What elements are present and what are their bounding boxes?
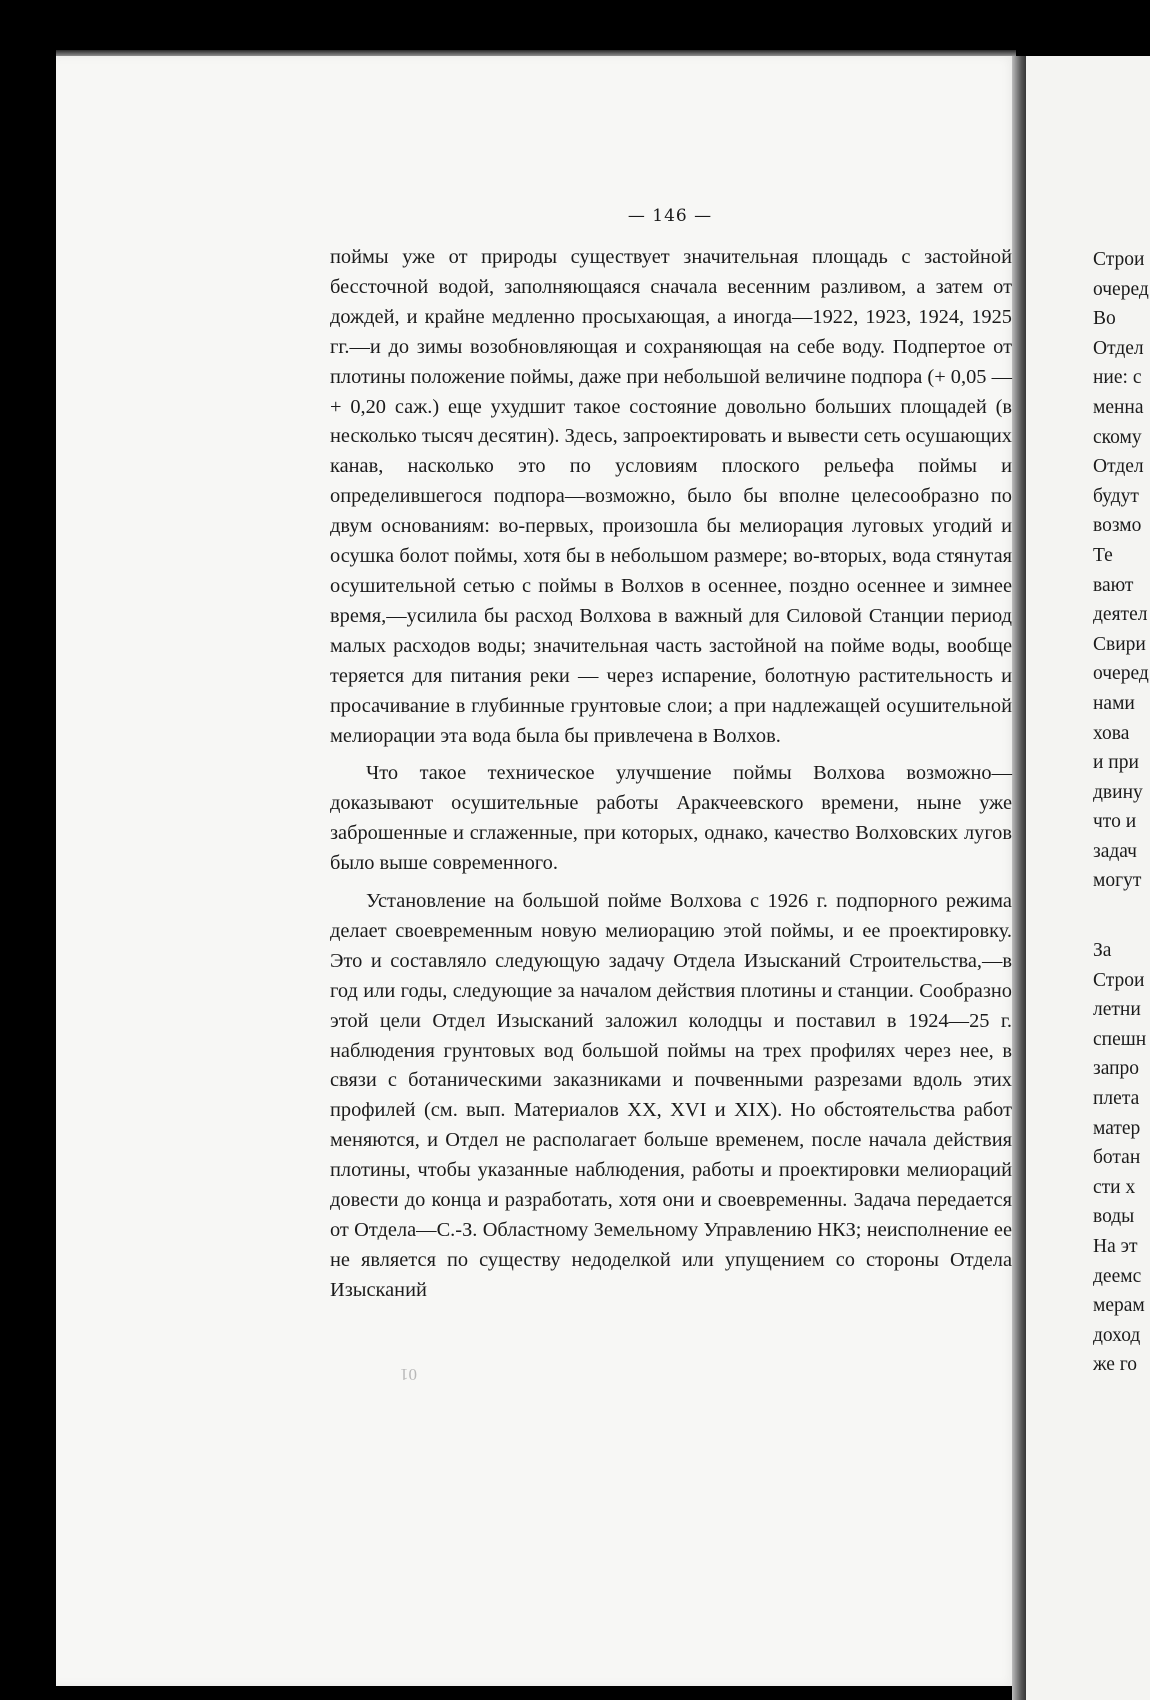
paragraph-3: Установление на большой пойме Волхова с 1926 г. подпорного режима делает своевременным новую мелиорацию этой поймы, и ее проектировку. Это и составляло следующую задачу Отдела Изысканий Строительства,—в год или годы, следующие за началом действия плотины и станции. Сообразно этой цели Отдел Изысканий заложил колодцы и поставил в 1924—25 г. наблюдения грунтовых вод большой поймы на трех профилях через нее, в связи с ботаническими заказниками и почвенными разрезами вдоль этих профилей (см. вып. Материалов XX, XVI и XIX). Но обстоятельства работ меняются, и Отдел не располагает больше временем, после начала действия плотины, чтобы указанные наблюдения, работы и проектировки мелиораций довести до конца и разработать, хотя они и своевременны. Задача передается от Отдела—С.-З. Областному Земельному Управлению НКЗ; неисполнение ее не является по существу недоделкой или упущением со стороны Отдела Изысканий: [330, 890, 1012, 1301]
facing-line: Отдел: [1093, 337, 1144, 359]
facing-line: ние: с: [1093, 367, 1142, 389]
facing-line: сти х: [1093, 1176, 1136, 1198]
facing-line: За: [1093, 940, 1112, 962]
facing-line: Отдел: [1093, 456, 1144, 478]
facing-line: летни: [1093, 999, 1141, 1021]
page-number: — 146 —: [627, 206, 713, 226]
facing-line: что и: [1093, 811, 1137, 833]
facing-line: плета: [1093, 1088, 1140, 1110]
facing-line: доход: [1093, 1324, 1141, 1346]
facing-line: менна: [1093, 396, 1144, 418]
facing-line: деятел: [1093, 604, 1148, 626]
facing-line: очеред: [1093, 278, 1149, 300]
facing-line: очеред: [1093, 663, 1149, 685]
facing-line: Те: [1093, 544, 1113, 566]
facing-line: ботан: [1093, 1147, 1141, 1169]
facing-line: деемс: [1093, 1265, 1142, 1287]
paragraph-1: поймы уже от природы существует значительная площадь с застойной бесcточной водой, заполняющаяся сначала весенним разливом, а затем от дождей, и крайне медленно просыхающая, а иногда—1922, 1923, 1924, 1925 гг.—и до зимы возобновляющая и сохраняющая на себе воду. Подпертое от плотины положение поймы, даже при небольшой величине подпора (+ 0,05 — + 0,20 саж.) еще ухудшит такое состояние довольно больших площадей (в несколько тысяч десятин). Здесь, запроектировать и вывести сеть осушающих канав, насколько это по условиям плоского рельефа поймы и определившегося подпора—возможно, было бы вполне целесообразно по двум основаниям: во-первых, произошла бы мелиорация луговых угодий и осушка болот поймы, хотя бы в небольшом размере; во-вторых, вода стянутая осушительной сетью с поймы в Волхов в осеннее, поздно осеннее и зимнее время,—усилила бы расход Волхова в важный для Силовой Станции период малых расходов воды; значительная часть застойной на пойме воды, вообще теряется для питания реки — через испарение, болотную растительность и просачивание в глубинные грунтовые слои; а при надлежащей осушительной мелиорации эта вода была бы привлечена в Волхов.: [330, 246, 1012, 747]
facing-line: Строи: [1093, 969, 1145, 991]
facing-line: возмо: [1093, 515, 1142, 537]
body-text: [330, 243, 1012, 1306]
facing-line: двину: [1093, 781, 1143, 803]
facing-line: могут: [1093, 870, 1142, 892]
bleed-through-mark: 01: [400, 1365, 417, 1384]
facing-line: хова: [1093, 722, 1130, 744]
facing-line: спешн: [1093, 1028, 1147, 1050]
facing-line: же го: [1093, 1354, 1138, 1376]
facing-gap: [1093, 896, 1150, 936]
facing-line: воды: [1093, 1206, 1135, 1228]
facing-line: нами: [1093, 692, 1135, 714]
facing-line: мерам: [1093, 1295, 1145, 1317]
paragraph-2: Что такое техническое улучшение поймы Волхова возможно—доказывают осушительные работы Аракчеевского времени, ныне уже заброшенные и сглаженные, при которых, однако, качество Волховских лугов было выше современного.: [330, 762, 1012, 875]
facing-page-text: [1093, 245, 1150, 1380]
facing-line: и при: [1093, 752, 1139, 774]
facing-line: матер: [1093, 1117, 1141, 1139]
facing-line: скому: [1093, 426, 1142, 448]
facing-line: Во: [1093, 308, 1116, 330]
facing-line: Строи: [1093, 249, 1145, 270]
facing-line: На эт: [1093, 1236, 1138, 1257]
facing-line: будут: [1093, 485, 1139, 507]
facing-line: задач: [1093, 840, 1137, 862]
facing-line: запро: [1093, 1058, 1140, 1080]
facing-line: вают: [1093, 574, 1134, 596]
facing-line: Свири: [1093, 633, 1146, 655]
